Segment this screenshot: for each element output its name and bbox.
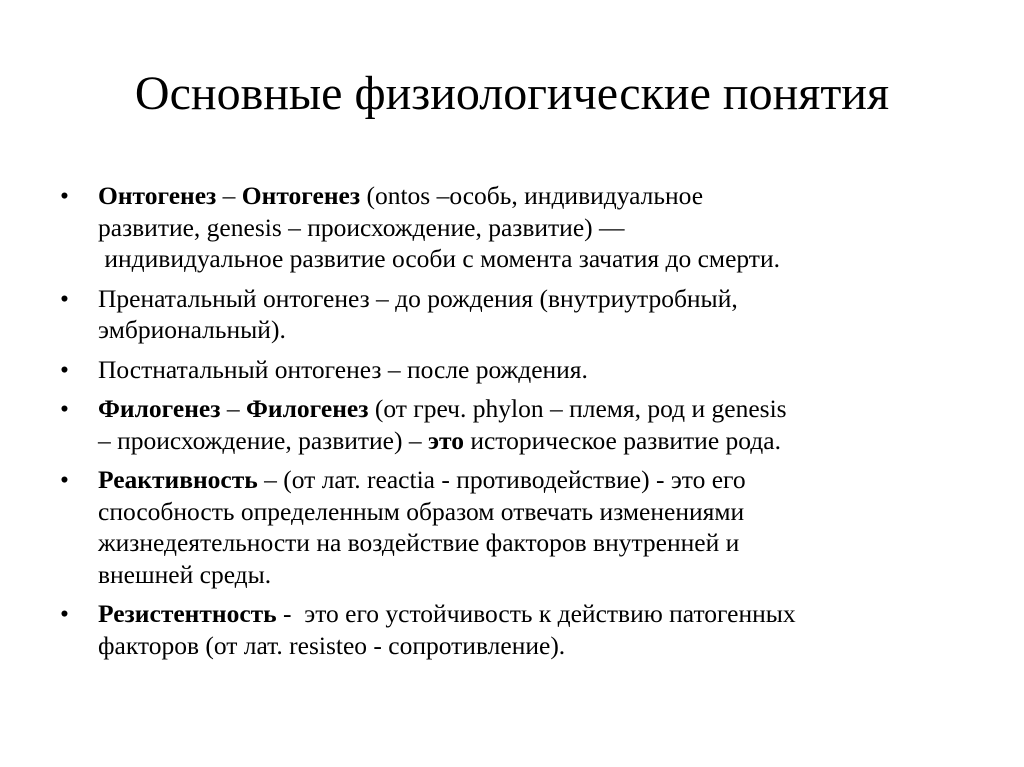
bullet-item — [60, 598, 960, 661]
bullet-text — [98, 464, 960, 590]
bullet-item — [60, 393, 960, 456]
bullet-marker: • — [60, 465, 69, 494]
text-segment: Постнатальный онтогенез – после рождения. — [98, 354, 588, 384]
text-line — [98, 425, 960, 457]
bullet-text — [98, 393, 960, 456]
text-line — [98, 464, 960, 496]
text-segment: факторов (от лат. resisteo - сопротивление). — [98, 630, 566, 660]
bullet-item — [60, 283, 960, 346]
bullet-text — [98, 283, 960, 346]
text-line — [98, 180, 960, 212]
text-line — [98, 630, 960, 662]
bullet-text — [98, 354, 960, 386]
slide-title: Основные физиологические понятия — [134, 67, 890, 120]
bullet-item — [60, 464, 960, 590]
text-line — [98, 496, 960, 528]
text-segment: историческое развитие рода. — [463, 425, 781, 455]
text-segment: развитие, genesis – происхождение, развитие) — — [98, 212, 625, 242]
text-line — [98, 559, 960, 591]
bullet-marker: • — [60, 394, 69, 423]
text-segment: индивидуальное развитие особи с момента зачатия до смерти. — [98, 244, 780, 273]
bold-term: Филогенез — [98, 394, 221, 423]
text-line — [98, 393, 960, 425]
text-segment: – — [220, 394, 246, 423]
bold-term: это — [428, 425, 464, 455]
bullet-item — [60, 354, 960, 386]
bold-term: Резистентность — [98, 599, 277, 628]
text-segment: – — [216, 181, 242, 210]
text-segment: жизнедеятельности на воздействие факторов внутренней и — [98, 528, 740, 557]
text-segment: (ontos –особь, индивидуальное — [360, 181, 704, 210]
bullet-marker: • — [60, 181, 69, 210]
bullet-marker: • — [60, 283, 69, 313]
text-line — [98, 598, 960, 630]
text-line — [98, 314, 960, 346]
text-segment: Пренатальный онтогенез – до рождения (внутриутробный, — [98, 283, 738, 313]
text-segment: - это его устойчивость к действию патогенных — [276, 599, 796, 628]
bullet-marker: • — [60, 354, 69, 384]
text-segment: – происхождение, развитие) – — [98, 425, 428, 455]
bold-term: Филогенез — [245, 394, 369, 423]
text-line — [98, 354, 960, 386]
bullet-text — [98, 598, 960, 661]
bullet-list — [60, 180, 960, 669]
bullet-item — [60, 180, 960, 275]
bold-term: Реактивность — [98, 465, 258, 494]
text-segment: способность определенным образом отвечать изменениями — [98, 496, 745, 526]
text-segment: (от греч. phylon – племя, род и genesis — [368, 394, 787, 423]
text-line — [98, 212, 960, 244]
text-segment: – (от лат. reactia - противодействие) - это его — [257, 465, 746, 494]
bullet-marker: • — [60, 599, 69, 628]
bold-term: Онтогенез — [98, 181, 217, 210]
text-segment: эмбриональный). — [98, 315, 286, 344]
bold-term: Онтогенез — [241, 181, 361, 210]
bullet-text — [98, 180, 960, 275]
text-line — [98, 527, 960, 559]
text-line — [98, 283, 960, 315]
text-line — [98, 243, 960, 275]
text-segment: внешней среды. — [98, 559, 272, 589]
